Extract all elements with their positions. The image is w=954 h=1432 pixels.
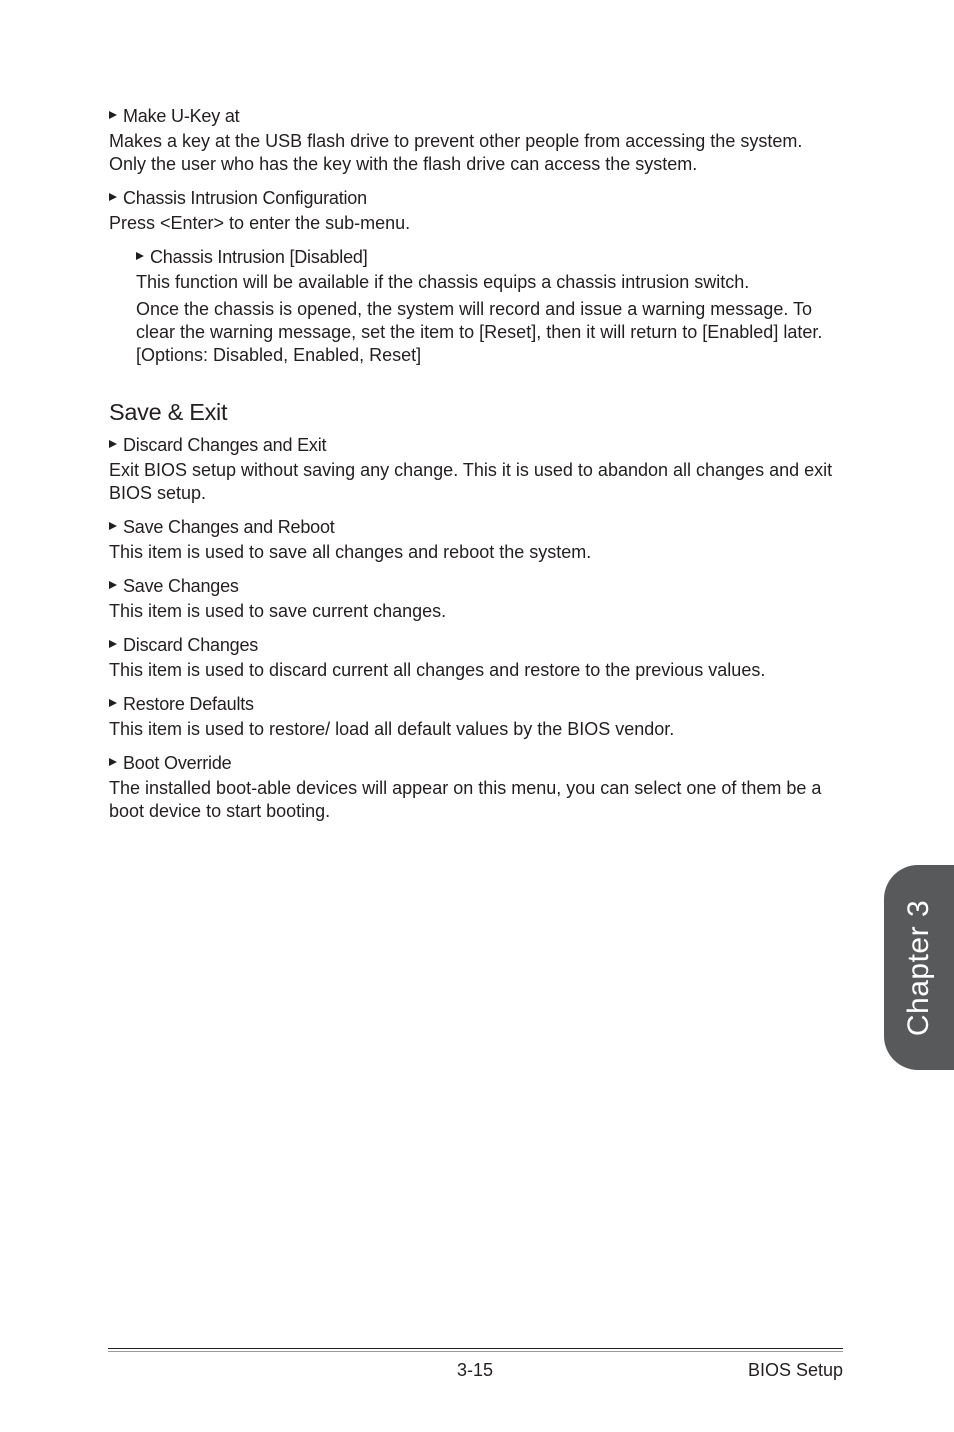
item-description: This item is used to save current changes. — [109, 601, 447, 621]
item-description: This item is used to restore/ load all default values by the BIOS vendor. — [109, 719, 675, 739]
section-heading: Save & Exit — [109, 399, 228, 425]
footer-divider-secondary — [108, 1351, 843, 1352]
item-discard-changes-and-exit — [109, 433, 844, 505]
item-description: Once the chassis is opened, the system will record and issue a warning message. To clear the warning message, set the item to [Reset], then it will return to [Enabled] later. [Options: Disabled, Enabled, Reset] — [136, 299, 823, 365]
item-description: Exit BIOS setup without saving any change. This it is used to abandon all changes and exit BIOS setup. — [109, 460, 833, 503]
item-description: Press <Enter> to enter the sub-menu. — [109, 213, 411, 233]
item-make-u-key — [109, 104, 844, 176]
item-title — [109, 433, 844, 457]
chapter-tab — [884, 865, 954, 1070]
triangle-bullet-icon — [109, 581, 117, 589]
item-restore-defaults — [109, 692, 844, 741]
item-discard-changes — [109, 633, 844, 682]
item-save-changes — [109, 574, 844, 623]
item-title — [109, 751, 844, 775]
item-title — [109, 186, 844, 210]
triangle-bullet-icon — [109, 699, 117, 707]
item-title — [109, 692, 844, 716]
item-title-text: Save Changes and Reboot — [123, 517, 335, 537]
item-chassis-intrusion-configuration — [109, 186, 844, 235]
item-description: This function will be available if the chassis equips a chassis intrusion switch. — [136, 272, 750, 292]
item-title-text: Restore Defaults — [123, 694, 254, 714]
item-title-text: Make U-Key at — [123, 106, 240, 126]
footer-divider — [108, 1348, 843, 1349]
triangle-bullet-icon — [109, 522, 117, 530]
footer-section-label: BIOS Setup — [747, 1360, 843, 1380]
page-number: 3-15 — [456, 1360, 494, 1380]
item-title-text: Discard Changes and Exit — [123, 435, 327, 455]
sub-item-chassis-intrusion — [136, 245, 844, 367]
triangle-bullet-icon — [109, 640, 117, 648]
item-title — [109, 104, 844, 128]
item-description: Makes a key at the USB flash drive to prevent other people from accessing the system. Only the user who has the key with the flash drive can access the system. — [109, 131, 803, 174]
triangle-bullet-icon — [136, 252, 144, 260]
item-title — [109, 515, 844, 539]
item-description: This item is used to save all changes and reboot the system. — [109, 542, 592, 562]
triangle-bullet-icon — [109, 440, 117, 448]
triangle-bullet-icon — [109, 193, 117, 201]
triangle-bullet-icon — [109, 758, 117, 766]
item-title — [109, 633, 844, 657]
chapter-tab-label: Chapter 3 — [902, 899, 935, 1036]
item-title-text: Chassis Intrusion Configuration — [123, 188, 367, 208]
item-title-text: Boot Override — [123, 753, 232, 773]
item-save-changes-and-reboot — [109, 515, 844, 564]
item-title — [136, 245, 844, 269]
item-description: This item is used to discard current all changes and restore to the previous values. — [109, 660, 766, 680]
page-content — [109, 104, 844, 833]
item-title-text: Chassis Intrusion [Disabled] — [150, 247, 368, 267]
item-title-text: Discard Changes — [123, 635, 259, 655]
item-description: The installed boot-able devices will appear on this menu, you can select one of them be a boot device to start booting. — [109, 778, 822, 821]
item-title — [109, 574, 844, 598]
item-title-text: Save Changes — [123, 576, 239, 596]
item-boot-override — [109, 751, 844, 823]
triangle-bullet-icon — [109, 111, 117, 119]
